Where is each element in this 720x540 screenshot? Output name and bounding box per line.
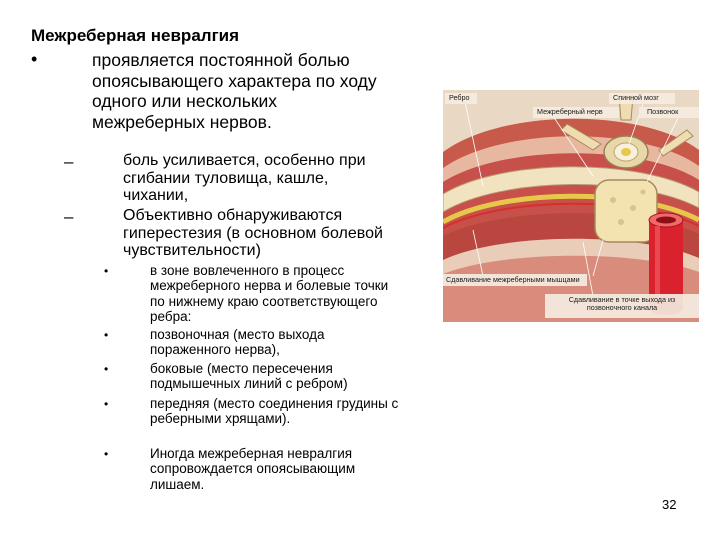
bullet-marker: • <box>104 447 109 461</box>
page-number: 32 <box>662 497 677 512</box>
label-spinal-cord: Спинной мозг <box>613 93 659 102</box>
dash-marker: – <box>64 152 74 171</box>
dash-marker: – <box>64 207 74 226</box>
bullet-marker: • <box>104 397 109 411</box>
bullet-marker: • <box>31 49 38 69</box>
point-item-3: боковые (место пересечения подмышечных линий с ребром) <box>150 361 348 392</box>
sub-bullet-1: боль усиливается, особенно при сгибании туловища, кашле, чихании, <box>123 152 366 204</box>
anatomy-figure <box>443 90 699 322</box>
point-item-4: передняя (место соединения грудины с реберными хрящами). <box>150 396 399 427</box>
point-item-2: позвоночная (место выхода пораженного нерва), <box>150 327 325 358</box>
label-vertebra: Позвонок <box>647 107 679 116</box>
bullet-marker: • <box>104 264 109 278</box>
bullet-marker: • <box>104 362 109 376</box>
label-rib: Ребро <box>449 93 470 102</box>
label-exit-compression: Сдавливание в точке выхода из позвоночного канала <box>568 295 676 312</box>
point-item-1: в зоне вовлеченного в процесс межреберного нерва и болевые точки по нижнему краю соответствующего ребра: <box>150 263 389 324</box>
point-item-5: Иногда межреберная невралгия сопровождается опоясывающим лишаем. <box>150 446 356 492</box>
anatomy-illustration <box>443 90 699 322</box>
sub-bullet-2: Объективно обнаруживаются гиперестезия (в основном болевой чувствительности) <box>123 207 383 259</box>
label-muscle-compression: Сдавливание межреберными мышцами <box>446 275 580 284</box>
bullet-marker: • <box>104 328 109 342</box>
main-bullet-text: проявляется постоянной болью опоясывающего характера по ходу одного или нескольких межреберных нервов. <box>92 50 377 132</box>
slide-title: Межреберная невралгия <box>31 26 240 45</box>
label-intercostal-nerve: Межреберный нерв <box>537 107 603 116</box>
